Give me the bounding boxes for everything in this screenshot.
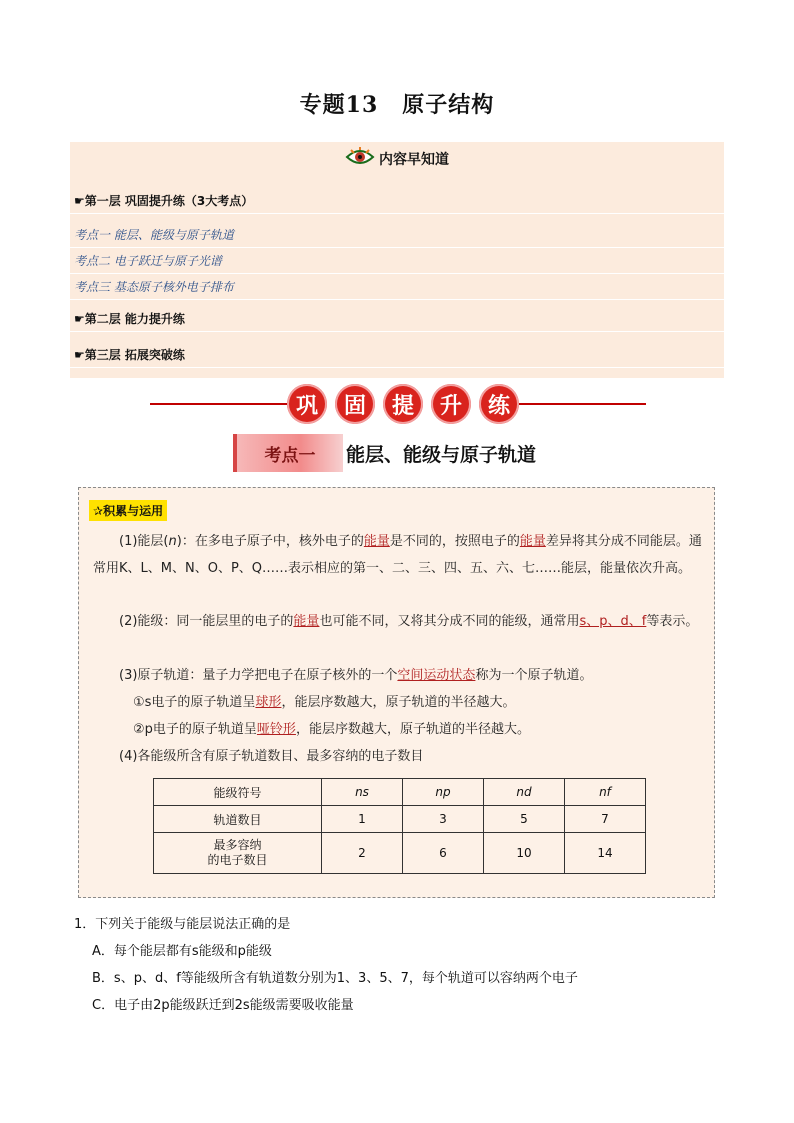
overview-point-3: 考点三 基态原子核外电子排布 (70, 274, 724, 300)
overview-point-1: 考点一 能层、能级与原子轨道 (70, 222, 724, 248)
question-option-b: B．s、p、d、f等能级所含有轨道数分别为1、3、5、7，每个轨道可以容纳两个电子 (92, 971, 578, 986)
ribbon-line-left (150, 403, 288, 405)
ribbon-char: 巩 (287, 384, 327, 424)
table-row: 能级符号 ns np nd nf (154, 779, 646, 806)
star-icon: ✰ (93, 504, 104, 518)
section-title: 能层、能级与原子轨道 (346, 444, 537, 466)
table-row: 轨道数目 1 3 5 7 (154, 806, 646, 833)
overview-header: 内容早知道 (70, 142, 724, 176)
section-tag: 考点一 (233, 434, 343, 472)
question-option-c: C．电子由2p能级跃迁到2s能级需要吸收能量 (92, 998, 354, 1013)
eye-icon (345, 147, 375, 171)
section-ribbon (287, 384, 519, 424)
ribbon-char: 提 (383, 384, 423, 424)
knowledge-box (78, 487, 715, 898)
overview-point-2: 考点二 电子跃迁与原子光谱 (70, 248, 724, 274)
overview-layer-2: ☛第二层 能力提升练 (70, 306, 724, 332)
overview-layer-3: ☛第三层 拓展突破练 (70, 342, 724, 368)
title-prefix: 专题13 (299, 92, 379, 118)
ribbon-char: 升 (431, 384, 471, 424)
question-option-a: A．每个能层都有s能级和p能级 (92, 944, 272, 959)
knowledge-paragraph-3: (3)原子轨道：量子力学把电子在原子核外的一个空间运动状态称为一个原子轨道。 (119, 668, 593, 683)
title-main: 原子结构 (402, 92, 495, 118)
orbital-table (153, 778, 646, 874)
page-title (0, 88, 794, 119)
table-row: 最多容纳 的电子数目 2 6 10 14 (154, 833, 646, 874)
ribbon-char: 练 (479, 384, 519, 424)
knowledge-paragraph-5: ②p电子的原子轨道呈哑铃形，能层序数越大，原子轨道的半径越大。 (133, 722, 530, 737)
question-stem: 1．下列关于能级与能层说法正确的是 (74, 917, 291, 932)
knowledge-paragraph-6: (4)各能级所含有原子轨道数目、最多容纳的电子数目 (119, 749, 424, 764)
ribbon-line-right (512, 403, 646, 405)
overview-box (70, 142, 724, 378)
knowledge-paragraph-2: (2)能级：同一能层里的电子的能量也可能不同，又将其分成不同的能级，通常用s、p、d、f等表示。 (119, 614, 699, 629)
knowledge-paragraph-4: ①s电子的原子轨道呈球形，能层序数越大，原子轨道的半径越大。 (133, 695, 516, 710)
overview-layer-1: ☛第一层 巩固提升练（3大考点） (70, 188, 724, 214)
knowledge-paragraph-1: (1)能层(n)：在多电子原子中，核外电子的能量是不同的，按照电子的能量差异将其分成不同能层。通常用K、L、M、N、O、P、Q……表示相应的第一、二、三、四、五、六、七……能层，能量依次升高。 (93, 534, 702, 576)
ribbon-char: 固 (335, 384, 375, 424)
knowledge-badge: ✰积累与运用 (89, 500, 167, 521)
